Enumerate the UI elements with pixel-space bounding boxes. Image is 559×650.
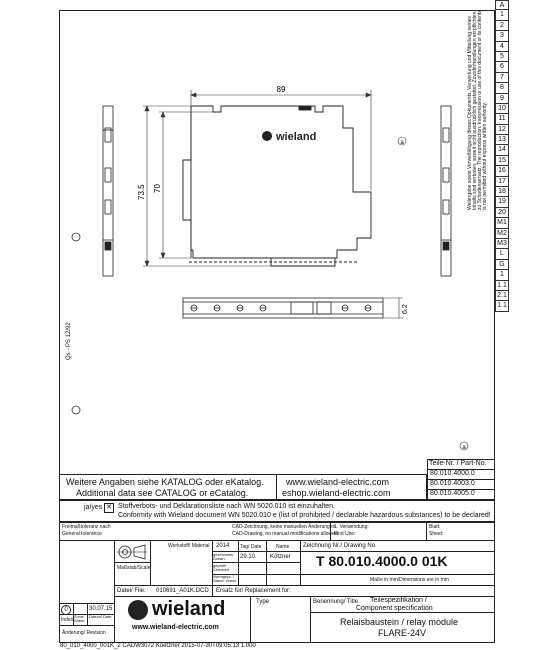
- catalog-eshop: eshop.wieland-electric.com: [282, 488, 391, 498]
- cad-note-de: CAD-Zeichnung, keine manuellen Änderungen: [232, 524, 336, 530]
- revision-label: Änderung/ Revision: [62, 630, 106, 636]
- dimension-width: 89: [276, 85, 286, 94]
- drawn-label: gezeichnet/ Drawn: [213, 552, 234, 561]
- revision-cell: 12: [495, 125, 509, 135]
- revision-date: 30.07.15: [89, 606, 113, 612]
- qs-note: Qs - PS 12/92: [66, 322, 72, 360]
- standard-check-label: Normgepr. / Stand. check: [213, 574, 237, 583]
- revision-cell: 6: [495, 62, 509, 72]
- note-marker-a: a: [400, 140, 404, 146]
- note-marker-a-2: a: [462, 445, 466, 451]
- revision-cell: 19: [495, 197, 509, 207]
- technical-drawing: [59, 10, 495, 480]
- copyright-note: Weitergabe sowie Vervielfältigung dieses Dokuments, Verwertung und Mitteilung seines Inhalts sind verboten, soweit nicht ausdrücklich gestattet. Zuwiderhandlungen verpflichten zu Schadensersatz. The reproduction, transmission or use of this document or its contents is not permitted without express written authority.: [467, 10, 488, 210]
- material-label: Werkstoff/ Material: [168, 543, 210, 549]
- revision-cell: 1: [495, 10, 509, 20]
- revision-cell: 14: [495, 145, 509, 155]
- catalog-web: www.wieland-electric.com: [286, 477, 390, 487]
- revision-cell: 16: [495, 166, 509, 176]
- product-name: FLARE-24V: [378, 628, 427, 638]
- revision-cell: A: [495, 0, 509, 10]
- front-view: [183, 106, 371, 266]
- change-date-label: Datum/ Date: [89, 614, 112, 619]
- tolerance-de: Freimaßtoleranz nach: [62, 524, 111, 530]
- revision-cell: 1.1: [495, 301, 509, 311]
- compliance-line2: Conformity with Wieland document WN 5020.010 e (list of prohibited / declarable hazardous substances) to be declared!: [118, 512, 491, 519]
- revision-cell: 20: [495, 208, 509, 218]
- revision-cell: 4: [495, 42, 509, 52]
- revision-cell: G: [495, 260, 509, 270]
- type-label: Type: [256, 599, 270, 605]
- revision-cell: 15: [495, 156, 509, 166]
- units-note: Maße in mm/Dimensions are in mm: [370, 577, 449, 583]
- tolerance-en: General tolerance: [62, 531, 102, 537]
- revision-cell: 13: [495, 135, 509, 145]
- revision-cell: M2: [495, 229, 509, 239]
- revision-cell: 8: [495, 83, 509, 93]
- revision-cell: L: [495, 249, 509, 259]
- catalog-en: Additional data see CATALOG or eCatalog.: [76, 488, 249, 498]
- sheet-en: Sheet:: [429, 531, 444, 537]
- revision-cell: 11: [495, 114, 509, 124]
- part-number-header: Teile-Nr. / Part-No.: [429, 460, 487, 467]
- catalog-de: Weitere Angaben siehe KATALOG oder eKatalog.: [66, 477, 264, 487]
- file-label: Datei/ File:: [117, 588, 146, 594]
- part-number-2: 80.010.4003.0: [430, 480, 475, 487]
- dimension-height-total: 73.5: [137, 184, 146, 200]
- title-label: Benennung/ Title: [313, 599, 359, 605]
- spec-en: Component specification: [356, 605, 433, 612]
- revision-cell: 2: [495, 21, 509, 31]
- scale-label: Maßstab/Scale: [117, 565, 151, 571]
- top-view: [183, 298, 383, 318]
- right-side-view: [441, 106, 451, 276]
- part-number-3: 80.010.4005.0: [430, 490, 475, 497]
- compliance-label: ja/yes: [84, 504, 103, 511]
- drawing-number: T 80.010.4000.0 01K: [316, 553, 448, 569]
- revision-cell: 2.1: [495, 291, 509, 301]
- compliance-line1: Stoffverbots- und Deklarationsliste nach WN 5020.010 ist einzuhalten.: [118, 503, 335, 510]
- first-use-en: First Use:: [334, 531, 356, 537]
- title-logo-text: wieland: [152, 598, 226, 620]
- revision-cell: 18: [495, 187, 509, 197]
- revision-cell: 1: [495, 270, 509, 280]
- wieland-logo-icon: [128, 600, 148, 620]
- revision-cell: M3: [495, 239, 509, 249]
- drawing-no-label: Zeichnung Nr./ Drawing No.: [303, 543, 377, 549]
- revision-cell: 5: [495, 52, 509, 62]
- dimension-height-inner: 70: [153, 184, 162, 193]
- product-description: Relaisbaustein / relay module: [340, 617, 459, 627]
- replacement-label: Ersatz für/ Replacement for:: [216, 588, 291, 594]
- revision-cell: 10: [495, 104, 509, 114]
- projection-symbol-icon: [117, 544, 147, 560]
- drawn-date: 29.10.: [240, 554, 257, 560]
- year: 2014: [216, 543, 230, 549]
- revision-cell: 7: [495, 73, 509, 83]
- zone-label: Zone/ Sheet: [74, 614, 85, 623]
- first-use-de: 1. Verwendung:: [334, 524, 369, 530]
- drawing-logo-text: wieland: [276, 131, 317, 143]
- drawn-name: Kötzner: [270, 554, 291, 560]
- dimension-depth: 6.2: [402, 304, 409, 314]
- revision-cell: 17: [495, 177, 509, 187]
- checked-label: geprüft/ Checked: [213, 563, 229, 572]
- sheet-de: Blatt:: [429, 524, 441, 530]
- file-name: 010691_A01K.DCD: [156, 588, 209, 594]
- cad-note-en: CAD-Drawing, no manual modifications allowed: [232, 531, 338, 537]
- revision-cell: 3: [495, 31, 509, 41]
- file-footer: 80_010_4000_001K_2 CADW3072 Koetzner 2015-07-30T09:05:13 1.000: [60, 643, 256, 649]
- revision-cell: 9: [495, 94, 509, 104]
- spec-de: Teilespezifikation /: [370, 597, 427, 604]
- title-logo-web: www.wieland-electric.com: [132, 624, 219, 631]
- wieland-logo-drawing: [262, 131, 316, 143]
- compliance-checkbox[interactable]: ✕: [104, 503, 114, 513]
- revision-cell: 1.1: [495, 281, 509, 291]
- part-number-1: 80.010.4000.0: [430, 470, 475, 477]
- revision-cell: M1: [495, 218, 509, 228]
- date-header: Tag/ Date: [240, 544, 262, 550]
- index-label: Index: [61, 617, 74, 623]
- left-side-view: [103, 106, 113, 276]
- revision-column: [495, 0, 509, 312]
- name-header: Name: [276, 544, 290, 550]
- revision-index-value: 0: [61, 605, 71, 615]
